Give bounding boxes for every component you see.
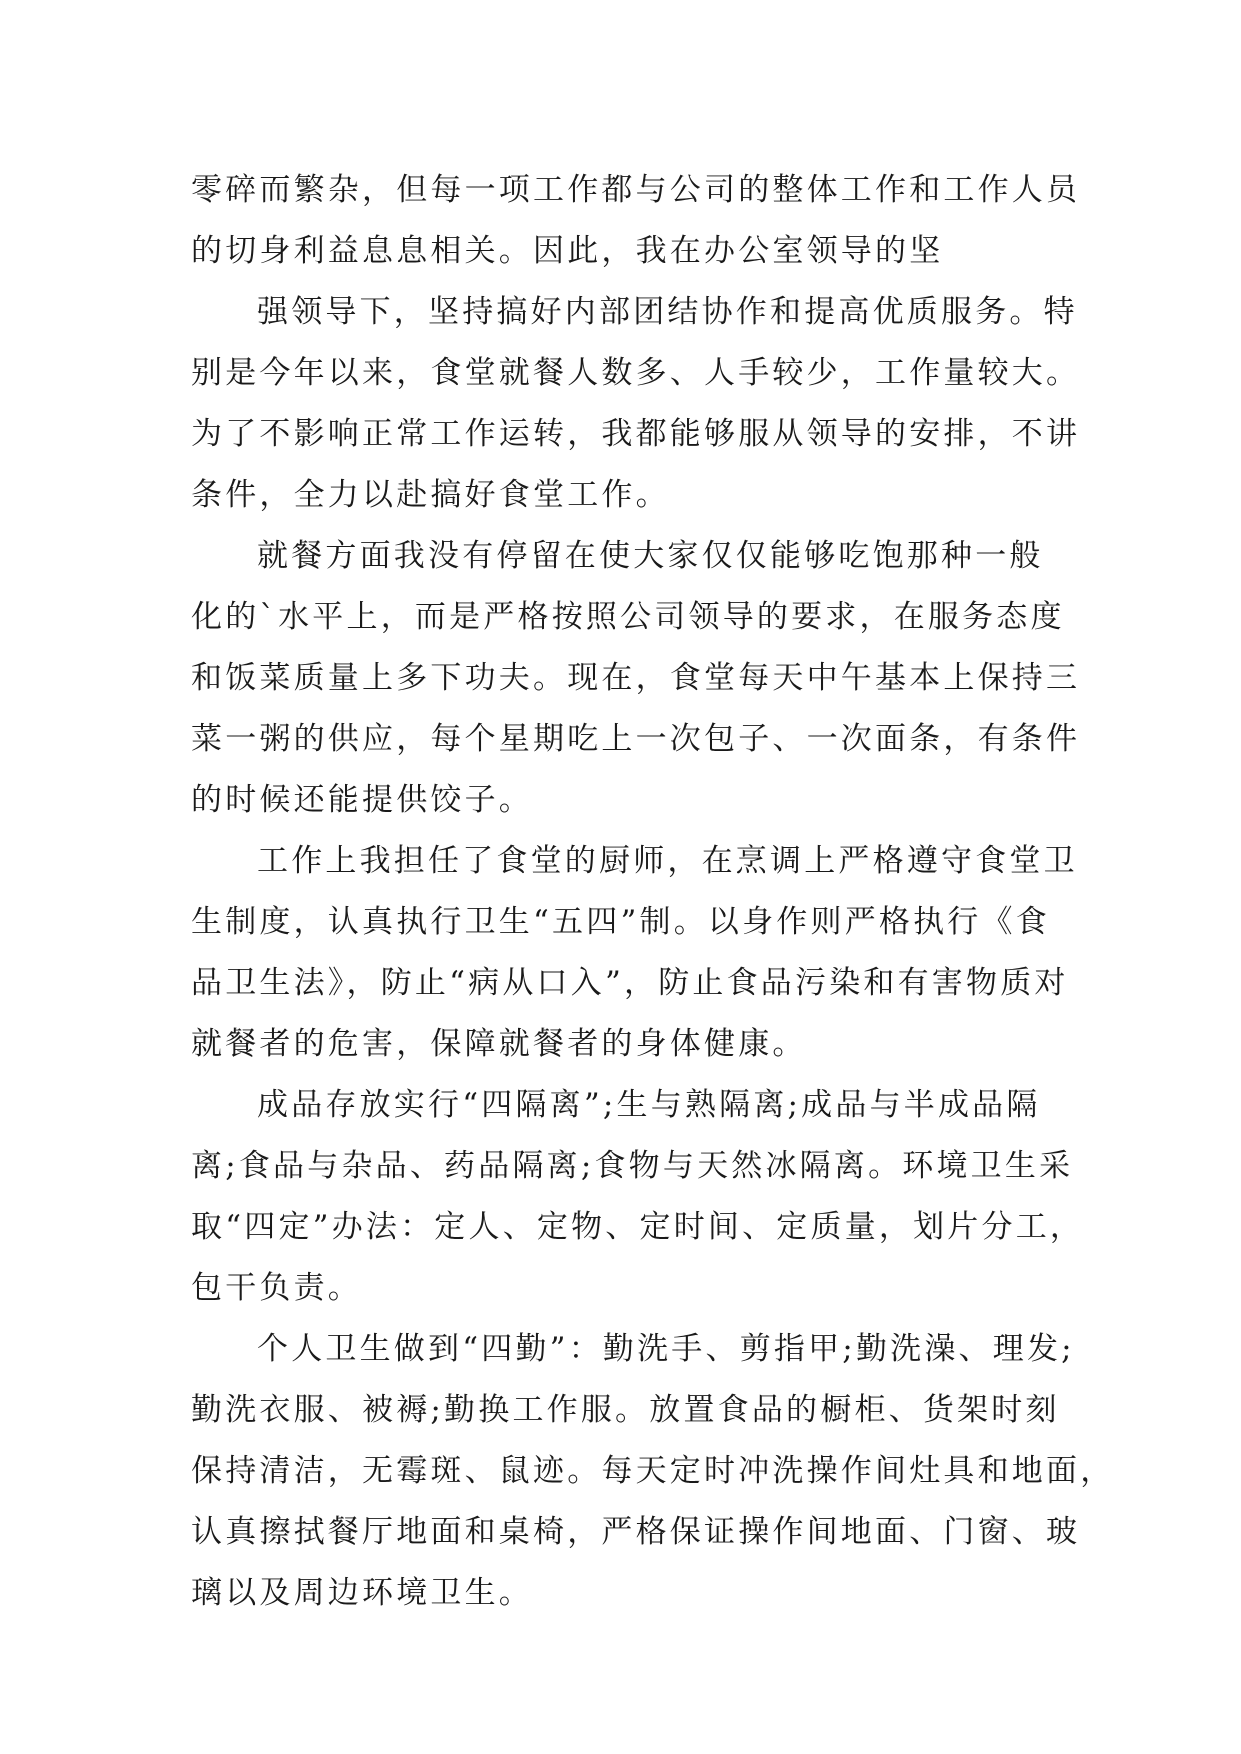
- text-line: 璃以及周边环境卫生。: [191, 1575, 533, 1611]
- text-line: 的时候还能提供饺子。: [191, 782, 533, 818]
- text-line: 的切身利益息息相关。因此，我在办公室领导的坚: [191, 233, 944, 269]
- text-line: 和饭菜质量上多下功夫。现在，食堂每天中午基本上保持三: [191, 660, 1081, 696]
- text-line: 勤洗衣服、被褥;勤换工作服。放置食品的橱柜、货架时刻: [191, 1392, 1060, 1428]
- text-line: 生制度，认真执行卫生“五四”制。以身作则严格执行《食: [191, 904, 1050, 940]
- text-line: 包干负责。: [191, 1270, 362, 1306]
- text-line: 保持清洁，无霉斑、鼠迹。每天定时冲洗操作间灶具和地面，: [191, 1453, 1115, 1489]
- text-line: 成品存放实行“四隔离”;生与熟隔离;成品与半成品隔: [257, 1087, 1041, 1123]
- text-line: 菜一粥的供应，每个星期吃上一次包子、一次面条，有条件: [191, 721, 1081, 757]
- text-line: 强领导下，坚持搞好内部团结协作和提高优质服务。特: [257, 294, 1078, 330]
- text-line: 就餐方面我没有停留在使大家仅仅能够吃饱那种一般: [257, 538, 1044, 574]
- text-line: 化的`水平上，而是严格按照公司领导的要求，在服务态度: [191, 599, 1065, 635]
- text-line: 品卫生法》，防止“病从口入”，防止食品污染和有害物质对: [191, 965, 1069, 1001]
- text-line: 个人卫生做到“四勤”：勤洗手、剪指甲;勤洗澡、理发;: [257, 1331, 1075, 1367]
- text-line: 取“四定”办法：定人、定物、定时间、定质量，划片分工，: [191, 1209, 1085, 1245]
- text-line: 为了不影响正常工作运转，我都能够服从领导的安排，不讲: [191, 416, 1081, 452]
- text-line: 零碎而繁杂，但每一项工作都与公司的整体工作和工作人员: [191, 172, 1081, 208]
- text-line: 就餐者的危害，保障就餐者的身体健康。: [191, 1026, 807, 1062]
- text-line: 工作上我担任了食堂的厨师，在烹调上严格遵守食堂卫: [257, 843, 1078, 879]
- text-line: 认真擦拭餐厅地面和桌椅，严格保证操作间地面、门窗、玻: [191, 1514, 1081, 1550]
- text-line: 条件，全力以赴搞好食堂工作。: [191, 477, 670, 513]
- text-line: 离;食品与杂品、药品隔离;食物与天然冰隔离。环境卫生采: [191, 1148, 1074, 1184]
- text-line: 别是今年以来，食堂就餐人数多、人手较少，工作量较大。: [191, 355, 1081, 391]
- document-body: [191, 160, 1115, 1624]
